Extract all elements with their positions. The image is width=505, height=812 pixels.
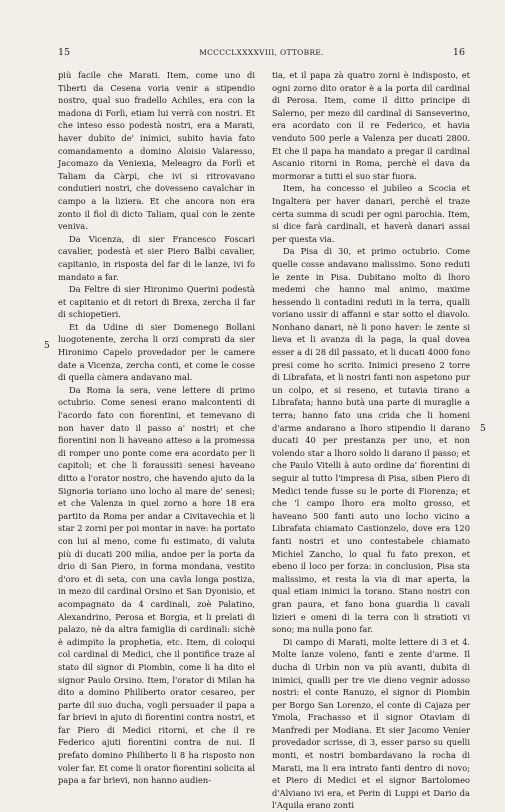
paragraph: Da Roma la sera, vene lettere di primo octubrio. Come senesi erano malcontenti di l'acordo fato con fiorentini, et temevano di non haver dato il passo a' nostri; et che fiorentini non li haveano atteso a la promessa di romper uno ponte come era acordato per li capitoli; et che li foraussiti senesi haveano ditto a l'orator nostro, che havendo ajuto da la Signoria toriano uno locho al mare de' senesi; et che Valenza in quel zorno a hore 18 era partito da Roma per andar a Civitavechia et li star 2 zorni per poi montar in nave: ha portato con lui al meno, come fu estimato, di valuta più di ducati 200 milia, andoe per la porta da drio di San Piero, in forma mondana, vestito d'oro et di seta, con una cavla longa postiza, in mezo dil cardinal Orsino et San Dyonisio, et acompagnato da 4 cardinali, zoè Palatino, Alexandrino, Perosa et Borgia, et li prelati di palazo, nè da altra famiglia di cardinali: sichè è adimpito la prophetia, etc. Item, di coloqui col cardinal di Medici, che il pontifice traze al stato dil signor di Piombin, come li ha dito el signor Paulo Orsino. Item, l'orator di Milan ha dito a domino Philiberto orator cesareo, per parte dil suo ducha, vogli persuader il papa a far brievi in ajuto di fiorentini contra nostri, et far Piero di Medici ritorni, et che il re Federico ajuti fiorentini contra de nui. Il prefato domino Philiberto li 8 ha risposto non voler far. Et come li orator fiorentini solicita al papa a far brievi, non hanno audien- [58, 384, 255, 786]
line-number-right: 5 [480, 424, 486, 434]
running-title: MCCCCLXXXXVIII, OTTOBRE. [199, 48, 324, 57]
paragraph: più facile che Marati. Item, come uno di Tiberti da Cesena voria venir a stipendio nostro, qual suo fradello Achiles, era con la madona di Forlì, etiam lui verrà con nostri. Et che inteso esso podestà nostri, era a Marati, haver dubito de' inimici, subito havia fato comandamento a domino Aloisio Valaresso, Jacomazo da Veniexia, Meleagro da Forlì et Taliam da Càrpi, che ivi si ritrovavano condutieri nostri, che dovesseno cavalchar in campo a la liziera. Et che ancora non era zonto il fiol di dicto Taliam, qual con le zente veniva. [58, 70, 255, 232]
page-number-left: 15 [58, 47, 71, 58]
right-column [272, 69, 470, 812]
paragraph: tia, et il papa zà quatro zorni è indisposto, et ogni zorno dito orator è a la porta dil cardinal di Perosa. Item, come il ditto principe di Salerno, per mezo dil cardinal di Sanseverino, era acordato con il re Federico, et havia venduto 500 perle a Valenza per ducati 2800. Et che il papa ha mandato a pregar il cardinal Ascanio ritorni in Roma, perchè el dava da mormorar a tutti el suo star fuora. [272, 70, 470, 181]
paragraph: Da Vicenza, di sier Francesco Foscari cavalier, podestà et sier Piero Balbi cavalier, capitanio, in risposta del far di le lanze, ivi fo mandato a far. [58, 233, 255, 282]
paragraph: Item, ha concesso el jubileo a Scocia et Ingaltera per haver danari, perchè el traze certa summa di scudi per ogni parochia. Item, si dice farà cardinali, et haverà danari assai per questa via. [272, 183, 470, 244]
paragraph: Da Feltre di sier Hironimo Querini podestà et capitanio et di retori di Brexa, zercha il far di schiopetieri. [58, 284, 255, 320]
page-number-right: 16 [452, 47, 465, 58]
left-column [58, 69, 255, 787]
paragraph: Et da Udine di sier Domenego Bollani luogotenente, zercha li orzi comprati da sier Hironimo Capelo provedador per le camere date a Vicenza, zercha conti, et come le cosse di quella càmera andavano mal. [58, 321, 255, 383]
paragraph: Da Pisa di 30, et primo octubrio. Come quelle cosse andavano malissimo. Sono reduti le zente in Pisa. Dubitano molto di lhoro medemi che hanno mal animo, maxime hessendo li contadini reduti in la terra, qualli voriano ussir di affanni e star sotto el diavolo. Nonhano danari, nè li pono haver: le zente si lieva et li avanza di la paga, la qual dovea esser a di 28 dil passato, et li ducati 4000 fono presi come ho scrito. Inimici preseno 2 torre di Librafata, et li nostri fanti non aspetono pur un colpo, et si reseno, et tutavia tirano a Librafata; hanno butà una parte di muraglie a terra; hanno fato una crida che li homeni d'arme andarano a lhoro stipendio li darano ducati 40 per prestanza per uno, et non volendo star a lhoro soldo li darano il passo; et che Paulo Vitelli à auto ordine da' fiorentini di seguir al tutto l'impresa di Pisa, siben Piero di Medici tende fusse su le porte di Fiorenza; et che 'l campo lhoro era molto grosso, et haveano 500 fanti auto uno locho vicino a Librafata chiamato Castionzelo, dove era 120 fanti nostri et uno contestabele chiamato Michiel Zancho, lo qual fu fato prexon, et ebeno il loco per forza: in conclusion, Pisa sta malissimo, et resta la via di mar aperta, la qual etiam inimici la torano. Stano nostri con gran paura, et fano bona guardia li cavali lizieri e omeni di la terra con li stratioti vi sono; ma nulla pono far. [272, 246, 470, 635]
running-header [58, 47, 465, 61]
paragraph: Di campo di Marati, molte lettere di 3 et 4. Molte lanze voleno, fanti e zente d'arme. Il ducha di Urbin non va più avanti, dubita di inimici, qualli per tre vie dieno vegnir adosso nostri: el conte Ranuzo, el signor di Piombin per Borgo San Lorenzo, el conte di Cajaza per Ymola, Frachasso et il signor Otaviam di Manfredi per Modiana. Et sier Jacomo Venier provedador scrisse, di 3, esser parso su quelli monti, et nostri bombardavano la rocha di Marati, ma li era intrato fanti dentro di novo; et Piero di Medici et el signor Bartolomeo d'Alviano ivi era, et Perin di Luppi et Dario da l'Aquila erano zonti [272, 636, 470, 811]
line-number-left: 5 [44, 341, 50, 351]
